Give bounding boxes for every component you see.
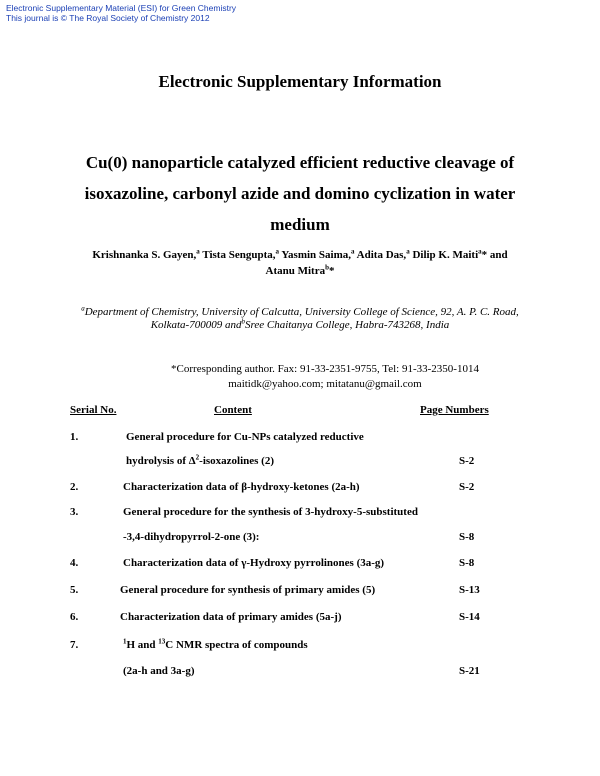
row-2-number: 2. <box>70 481 79 493</box>
journal-header-line2: This journal is © The Royal Society of Chemistry 2012 <box>6 13 210 23</box>
author-4-affil: a <box>406 247 410 256</box>
corresponding-author <box>0 362 600 392</box>
row-7-page: S-21 <box>459 665 480 677</box>
row-6-number: 6. <box>70 611 79 623</box>
row-1-page: S-2 <box>459 455 475 467</box>
author-6-affil: b <box>325 263 329 272</box>
row-4-number: 4. <box>70 557 79 569</box>
author-2: Tista Sengupta, <box>202 249 276 261</box>
row-3-number: 3. <box>70 506 79 518</box>
row-3b-content: -3,4-dihydropyrrol-2-one (3): <box>123 531 260 543</box>
row-7b-content: (2a-h and 3a-g) <box>123 665 195 677</box>
paper-title: Cu(0) nanoparticle catalyzed efficient reductive cleavage of isoxazoline, carbonyl azide and domino cyclization in water medium <box>84 153 516 234</box>
row-1b-content-a: hydrolysis of Δ <box>126 455 196 467</box>
author-3-affil: a <box>351 247 355 256</box>
row-6-content: Characterization data of primary amides (5a-j) <box>120 611 342 623</box>
row-3-content: General procedure for the synthesis of 3-hydroxy-5-substituted <box>123 506 418 518</box>
author-1: Krishnanka S. Gayen, <box>92 249 197 261</box>
row-4-page: S-8 <box>459 557 475 569</box>
affiliation <box>70 306 530 332</box>
author-6: Atanu Mitra <box>265 265 326 277</box>
row-5-number: 5. <box>70 584 79 596</box>
affil-a-mark: a <box>81 304 85 313</box>
esi-title: Electronic Supplementary Information <box>158 72 442 91</box>
author-and: and <box>489 249 508 261</box>
journal-header <box>6 3 236 23</box>
author-3: Yasmin Saima, <box>281 249 352 261</box>
corresponding-contact: *Corresponding author. Fax: 91-33-2351-9755, Tel: 91-33-2350-1014 <box>171 363 479 375</box>
affil-b-mark: b <box>241 317 245 326</box>
row-5-page: S-13 <box>459 584 480 596</box>
header-serial: Serial No. <box>70 404 117 416</box>
row-1b-content <box>126 455 274 467</box>
row-7-content-b: C NMR spectra of compounds <box>165 639 308 651</box>
author-5: Dilip K. Maiti <box>412 249 479 261</box>
row-1b-content-b: -isoxazolines (2) <box>199 455 275 467</box>
author-5-affil: a <box>478 247 482 256</box>
author-2-affil: a <box>275 247 279 256</box>
row-3-page: S-8 <box>459 531 475 543</box>
row-7-sup-13: 13 <box>158 637 166 646</box>
row-7-sup-1: 1 <box>123 637 127 646</box>
author-6-mark: * <box>328 265 335 277</box>
row-7-content-a: H and <box>126 639 156 651</box>
row-4-content: Characterization data of γ-Hydroxy pyrrolinones (3a-g) <box>123 557 385 569</box>
row-2-page: S-2 <box>459 481 475 493</box>
affil-part1: Department of Chemistry, University of Calcutta, University College of Science, 92, A. P. C. Road, Kolkata-700009 and <box>84 306 519 331</box>
affil-part2: Sree Chaitanya College, Habra-743268, India <box>244 319 450 331</box>
author-1-affil: a <box>196 247 200 256</box>
corresponding-emails: maitidk@yahoo.com; mitatanu@gmail.com <box>228 378 422 390</box>
author-5-mark: * <box>481 249 488 261</box>
row-1-content: General procedure for Cu-NPs catalyzed reductive <box>126 431 364 443</box>
row-6-page: S-14 <box>459 611 480 623</box>
header-pages: Page Numbers <box>420 404 489 416</box>
row-7-content <box>123 639 308 651</box>
header-content: Content <box>214 404 252 416</box>
row-5-content: General procedure for synthesis of primary amides (5) <box>120 584 376 596</box>
author-list <box>60 247 540 279</box>
journal-header-line1: Electronic Supplementary Material (ESI) for Green Chemistry <box>6 3 237 13</box>
row-2-content: Characterization data of β-hydroxy-ketones (2a-h) <box>123 481 360 493</box>
row-1b-content-sup: 2 <box>195 453 200 462</box>
row-1-number: 1. <box>70 431 79 443</box>
author-4: Adita Das, <box>356 249 407 261</box>
row-7-number: 7. <box>70 639 79 651</box>
